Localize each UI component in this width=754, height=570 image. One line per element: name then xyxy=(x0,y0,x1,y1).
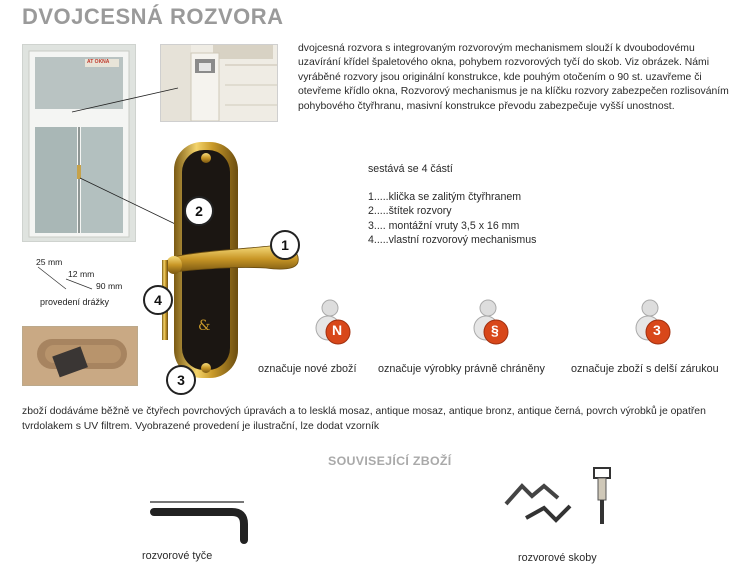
callout-2: 2 xyxy=(184,196,214,226)
related-product-rods-label[interactable]: rozvorové tyče xyxy=(142,550,213,562)
badge-protected-symbol: § xyxy=(491,322,499,338)
badge-warranty-symbol: 3 xyxy=(653,322,661,338)
callout-1: 1 xyxy=(270,230,300,260)
parts-list xyxy=(368,162,536,247)
badge-new-label: označuje nové zboží xyxy=(258,363,357,375)
svg-text:&: & xyxy=(198,318,211,334)
related-product-rods[interactable] xyxy=(140,490,260,570)
parts-heading: sestává se 4 částí xyxy=(368,163,453,175)
callout-3: 3 xyxy=(166,365,196,395)
groove-photo xyxy=(22,326,138,386)
badge-new-symbol: N xyxy=(332,322,343,338)
related-heading: SOUVISEJÍCÍ ZBOŽÍ xyxy=(328,454,452,468)
product-description: dvojcesná rozvora s integrovaným rozvorovým mechanismem slouží k dvoubodovému uzavírání křídel špaletového okna, pohybem rozvorových tyčí do skob. Viz obrázek. Námi vyráběné rozvory jsou originální konstrukce, kde pouhým otočením o 90 st. uzavřeme či otevřeme křídlo okna, Rozvorový mechanismus je na klíčku rozvory zabezpečen rozlisováním pohybového čtyřhranu, masivní konstrukce převodu zabezpečuje vyšší unostnost. xyxy=(298,43,729,112)
window-sticker-label: AT OKNA xyxy=(87,59,110,65)
part-item-1: 1.....klička se zalitým čtyřhranem xyxy=(368,191,522,204)
rods-image xyxy=(140,490,260,546)
groove-label: provedení drážky xyxy=(40,297,110,307)
handle-illustration xyxy=(150,140,310,390)
callout-4: 4 xyxy=(143,285,173,315)
finish-info: zboží dodáváme běžně ve čtyřech povrchových úpravách a to lesklá mosaz, antique mosaz, antique bronz, antique černá, povrch výrobků je opatřen tvrdolakem s UV filtrem. Vyobrazené provedení je ilustrační, lze dodat vzorník xyxy=(22,406,706,432)
groove-dim-90: 90 mm xyxy=(96,281,123,291)
part-item-4: 4.....vlastní rozvorový mechanismus xyxy=(368,233,537,246)
part-item-3: 3.... montážní vruty 3,5 x 16 mm xyxy=(368,219,520,232)
staples-image xyxy=(500,464,630,540)
badge-protected-label: označuje výrobky právně chráněny xyxy=(378,363,545,375)
badge-warranty xyxy=(624,294,684,354)
related-product-staples[interactable] xyxy=(500,464,630,568)
related-product-staples-label[interactable]: rozvorové skoby xyxy=(518,552,597,564)
badge-protected xyxy=(462,294,522,354)
page-title: DVOJCESNÁ ROZVORA xyxy=(22,4,284,29)
badge-new xyxy=(304,294,364,354)
part-item-2: 2.....štítek rozvory xyxy=(368,205,452,218)
badge-warranty-label: označuje zboží s delší zárukou xyxy=(571,363,719,375)
groove-dim-12: 12 mm xyxy=(68,269,95,279)
groove-dimensions xyxy=(26,255,136,315)
groove-dim-25: 25 mm xyxy=(36,257,63,267)
